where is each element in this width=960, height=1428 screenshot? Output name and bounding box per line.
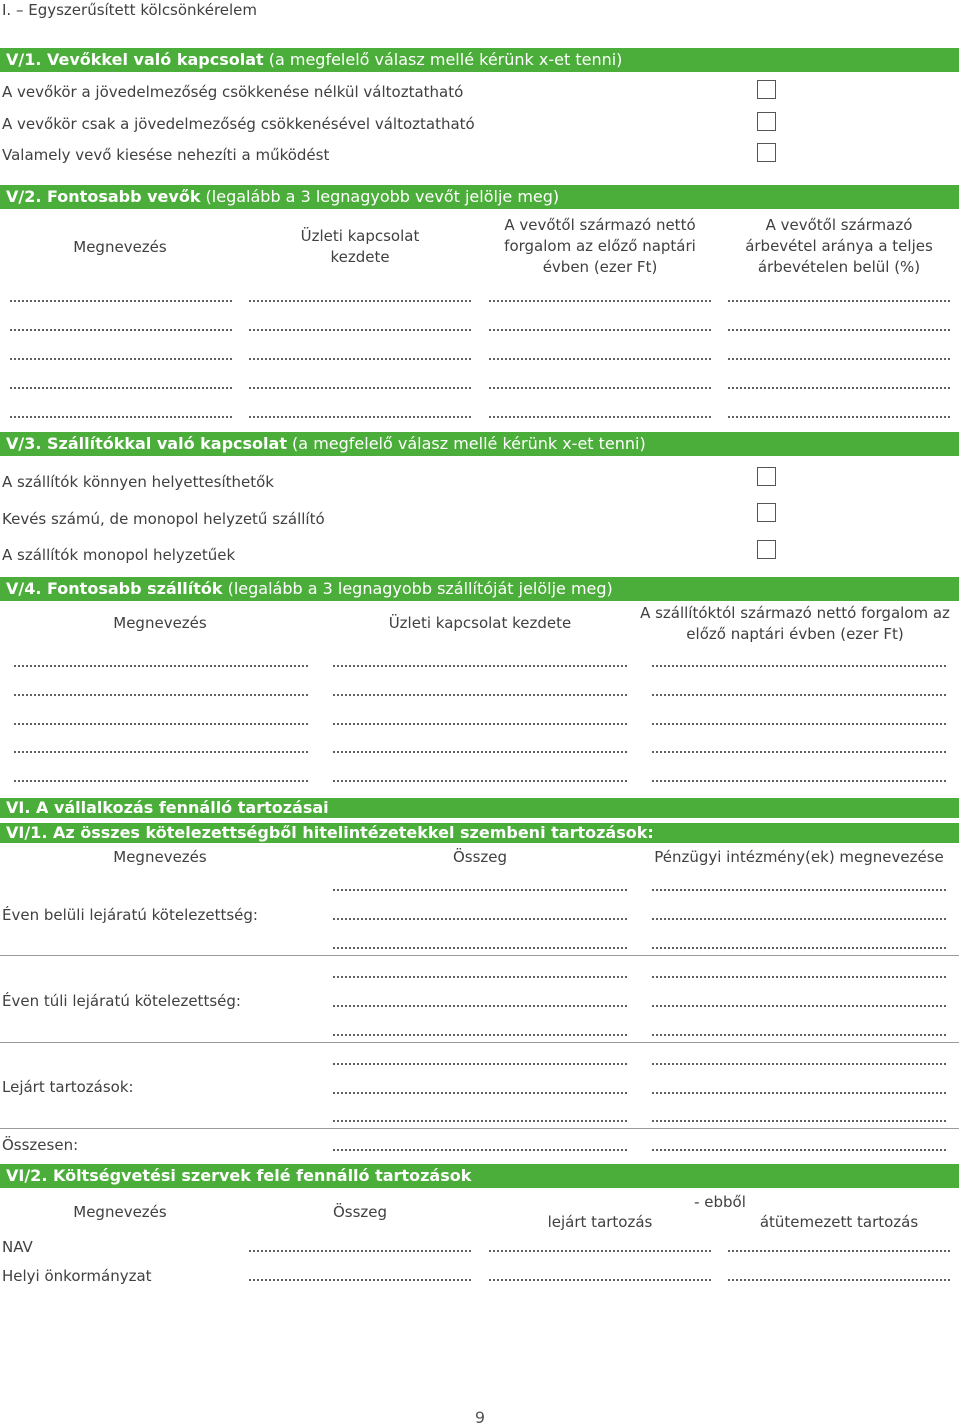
vi2-nav-amount-field[interactable] [249,1250,471,1252]
vi1-row2-institution-field-2[interactable] [652,1005,946,1007]
section-vi2-heading: VI/2. Költségvetési szervek felé fennálló tartozások [0,1164,959,1188]
section-vi-heading: VI. A vállalkozás fennálló tartozásai [0,798,959,818]
v4-row1-start-field[interactable] [333,665,627,667]
section-v1-heading: V/1. Vevőkkel való kapcsolat (a megfelelő válasz mellé kérünk x-et tenni) [0,48,959,72]
vi1-row2-amount-field-1[interactable] [333,976,627,978]
v2-row2-start-field[interactable] [249,329,471,331]
vi1-row2-amount-field-3[interactable] [333,1034,627,1036]
v1-option-2-checkbox[interactable] [757,112,776,131]
v1-option-2-label: A vevőkör csak a jövedelmezőség csökkenésével változtatható [2,115,475,133]
v4-row5-turnover-field[interactable] [652,780,946,782]
v2-row2-turnover-field[interactable] [489,329,711,331]
v4-row1-name-field[interactable] [14,665,308,667]
page-number: 9 [474,1408,486,1427]
vi1-col-amount-header: Összeg [452,848,508,866]
divider [0,1042,959,1043]
v3-option-1-checkbox[interactable] [757,467,776,486]
vi1-row3-amount-field-1[interactable] [333,1063,627,1065]
vi1-row-short-term-label: Éven belüli lejáratú kötelezettség: [2,906,258,924]
v4-row3-start-field[interactable] [333,723,627,725]
v2-row3-start-field[interactable] [249,358,471,360]
v2-row3-turnover-field[interactable] [489,358,711,360]
v2-row2-name-field[interactable] [10,329,232,331]
vi2-col-group-header: - ebből [694,1193,746,1211]
vi1-col-institution-header: Pénzügyi intézmény(ek) megnevezése [654,848,944,866]
vi1-row1-amount-field-1[interactable] [333,889,627,891]
v4-col-start-header: Üzleti kapcsolat kezdete [388,614,572,632]
v4-row2-start-field[interactable] [333,694,627,696]
vi1-row1-institution-field-3[interactable] [652,947,946,949]
vi1-row1-amount-field-3[interactable] [333,947,627,949]
v2-row5-name-field[interactable] [10,416,232,418]
v4-row2-name-field[interactable] [14,694,308,696]
vi1-row-overdue-label: Lejárt tartozások: [2,1078,134,1096]
v3-option-2-checkbox[interactable] [757,503,776,522]
v2-row4-turnover-field[interactable] [489,387,711,389]
v1-option-1-label: A vevőkör a jövedelmezőség csökkenése nélkül változtatható [2,83,464,101]
vi1-row-total-label: Összesen: [2,1136,79,1154]
v3-option-2-label: Kevés számú, de monopol helyzetű szállító [2,510,325,528]
vi1-row3-institution-field-1[interactable] [652,1063,946,1065]
vi1-total-amount-field[interactable] [333,1149,627,1151]
vi1-row2-institution-field-1[interactable] [652,976,946,978]
v2-row1-name-field[interactable] [10,300,232,302]
divider [0,1128,959,1129]
v2-row5-ratio-field[interactable] [728,416,950,418]
v1-option-1-checkbox[interactable] [757,80,776,99]
vi2-col-amount-header: Összeg [332,1203,388,1221]
vi2-row-local-gov-label: Helyi önkormányzat [2,1267,152,1285]
v2-row5-turnover-field[interactable] [489,416,711,418]
vi1-row3-institution-field-3[interactable] [652,1120,946,1122]
v1-option-3-checkbox[interactable] [757,143,776,162]
v4-col-turnover-header: A szállítóktól származó nettó forgalom az előző naptári évben (ezer Ft) [640,604,950,643]
v2-row3-ratio-field[interactable] [728,358,950,360]
v2-col-turnover-header: A vevőtől származó nettó forgalom az előző naptári évben (ezer Ft) [504,216,696,276]
vi1-row2-institution-field-3[interactable] [652,1034,946,1036]
v4-col-name-header: Megnevezés [113,614,207,632]
vi1-row3-institution-field-2[interactable] [652,1092,946,1094]
v2-row4-name-field[interactable] [10,387,232,389]
vi2-col-name-header: Megnevezés [73,1203,167,1221]
v4-row3-turnover-field[interactable] [652,723,946,725]
vi1-row2-amount-field-2[interactable] [333,1005,627,1007]
v4-row2-turnover-field[interactable] [652,694,946,696]
section-v3-heading: V/3. Szállítókkal való kapcsolat (a megfelelő válasz mellé kérünk x-et tenni) [0,432,959,456]
vi2-row-nav-label: NAV [2,1238,33,1256]
page-header: I. – Egyszerűsített kölcsönkérelem [2,1,258,19]
v4-row4-start-field[interactable] [333,751,627,753]
vi1-row3-amount-field-2[interactable] [333,1092,627,1094]
v2-row1-turnover-field[interactable] [489,300,711,302]
v2-row1-start-field[interactable] [249,300,471,302]
v3-option-1-label: A szállítók könnyen helyettesíthetők [2,473,274,491]
section-v4-heading: V/4. Fontosabb szállítók (legalább a 3 legnagyobb szállítóját jelölje meg) [0,577,959,601]
v4-row3-name-field[interactable] [14,723,308,725]
v4-row4-turnover-field[interactable] [652,751,946,753]
v2-col-start-header: Üzleti kapcsolat kezdete [300,227,420,266]
vi2-local-amount-field[interactable] [249,1279,471,1281]
v4-row5-start-field[interactable] [333,780,627,782]
vi1-row1-institution-field-2[interactable] [652,918,946,920]
v2-row3-name-field[interactable] [10,358,232,360]
v3-option-3-checkbox[interactable] [757,540,776,559]
v2-col-ratio-header: A vevőtől származó árbevétel aránya a teljes árbevételen belül (%) [745,216,933,276]
vi1-row1-amount-field-2[interactable] [333,918,627,920]
vi1-row1-institution-field-1[interactable] [652,889,946,891]
v4-row4-name-field[interactable] [14,751,308,753]
vi1-row-long-term-label: Éven túli lejáratú kötelezettség: [2,992,241,1010]
vi2-col-overdue-header: lejárt tartozás [547,1213,653,1231]
section-v2-heading: V/2. Fontosabb vevők (legalább a 3 legnagyobb vevőt jelölje meg) [0,185,959,209]
v1-option-3-label: Valamely vevő kiesése nehezíti a működést [2,146,330,164]
vi2-nav-overdue-field[interactable] [489,1250,711,1252]
v2-col-name-header: Megnevezés [73,238,167,256]
vi2-local-rescheduled-field[interactable] [728,1279,950,1281]
vi2-nav-rescheduled-field[interactable] [728,1250,950,1252]
v4-row5-name-field[interactable] [14,780,308,782]
v2-row1-ratio-field[interactable] [728,300,950,302]
divider [0,955,959,956]
vi2-local-overdue-field[interactable] [489,1279,711,1281]
vi2-col-rescheduled-header: átütemezett tartozás [759,1213,919,1231]
v3-option-3-label: A szállítók monopol helyzetűek [2,546,236,564]
v4-row1-turnover-field[interactable] [652,665,946,667]
v2-row4-ratio-field[interactable] [728,387,950,389]
vi1-row3-amount-field-3[interactable] [333,1120,627,1122]
v2-row5-start-field[interactable] [249,416,471,418]
v2-row2-ratio-field[interactable] [728,329,950,331]
vi1-col-name-header: Megnevezés [113,848,207,866]
vi1-total-institution-field[interactable] [652,1149,946,1151]
section-vi1-heading: VI/1. Az összes kötelezettségből hitelintézetekkel szembeni tartozások: [0,823,959,843]
v2-row4-start-field[interactable] [249,387,471,389]
